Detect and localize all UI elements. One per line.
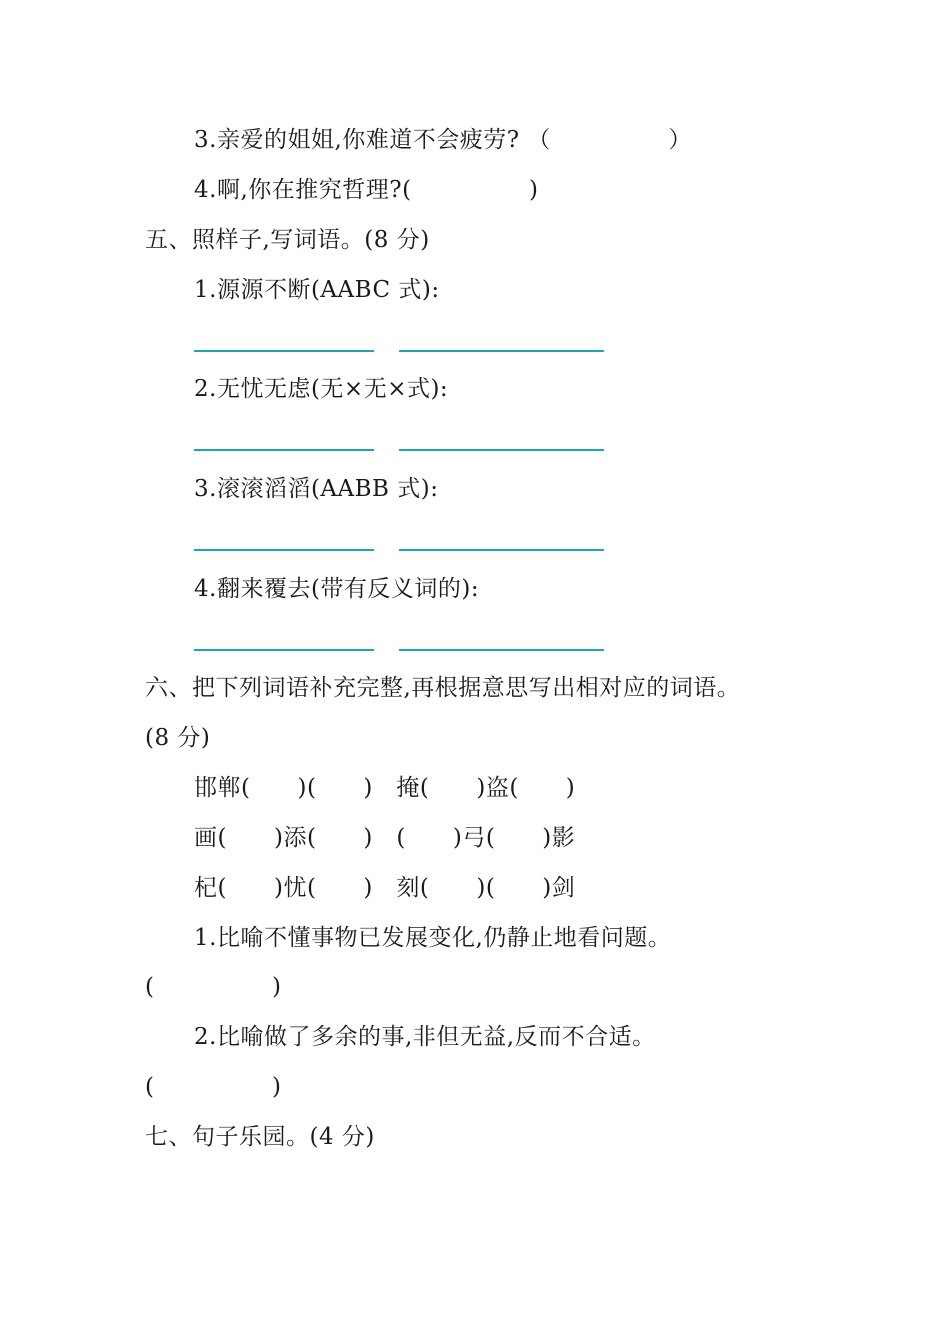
section-6-heading: 六、把下列词语补充完整,再根据意思写出相对应的词语。 [145, 675, 741, 701]
answer-blank[interactable] [194, 449, 374, 451]
section-6-heading-score: (8 分) [145, 725, 211, 751]
answer-blank[interactable] [194, 649, 374, 651]
section-5-item-4: 4.翻来覆去(带有反义词的): [194, 576, 480, 602]
answer-blank[interactable] [194, 549, 374, 551]
answer-blank[interactable] [399, 549, 604, 551]
section-6-question-2: 2.比喻做了多余的事,非但无益,反而不合适。 [194, 1024, 656, 1050]
section-6-answer-1: ( ) [145, 974, 282, 1000]
section-5-item-2: 2.无忧无虑(无×无×式): [194, 376, 449, 402]
answer-blank[interactable] [399, 350, 604, 352]
section-6-answer-2: ( ) [145, 1074, 282, 1100]
answer-blank[interactable] [399, 449, 604, 451]
idiom-row-1: 邯郸( )( ) 掩( )盗( ) [194, 775, 576, 801]
section-6-question-1: 1.比喻不懂事物已发展变化,仍静止地看问题。 [194, 925, 672, 951]
question-4-4: 4.啊,你在推究哲理?( ) [194, 177, 539, 203]
section-5-item-1: 1.源源不断(AABC 式): [194, 277, 440, 303]
section-7-heading: 七、句子乐园。(4 分) [145, 1124, 375, 1150]
idiom-row-2: 画( )添( ) ( )弓( )影 [194, 825, 576, 851]
idiom-row-3: 杞( )忧( ) 刻( )( )剑 [194, 875, 576, 901]
question-4-3: 3.亲爱的姐姐,你难道不会疲劳? （ ） [194, 127, 692, 153]
section-5-item-3: 3.滚滚滔滔(AABB 式): [194, 476, 439, 502]
section-5-heading: 五、照样子,写词语。(8 分) [145, 227, 430, 253]
answer-blank[interactable] [194, 350, 374, 352]
answer-blank[interactable] [399, 649, 604, 651]
